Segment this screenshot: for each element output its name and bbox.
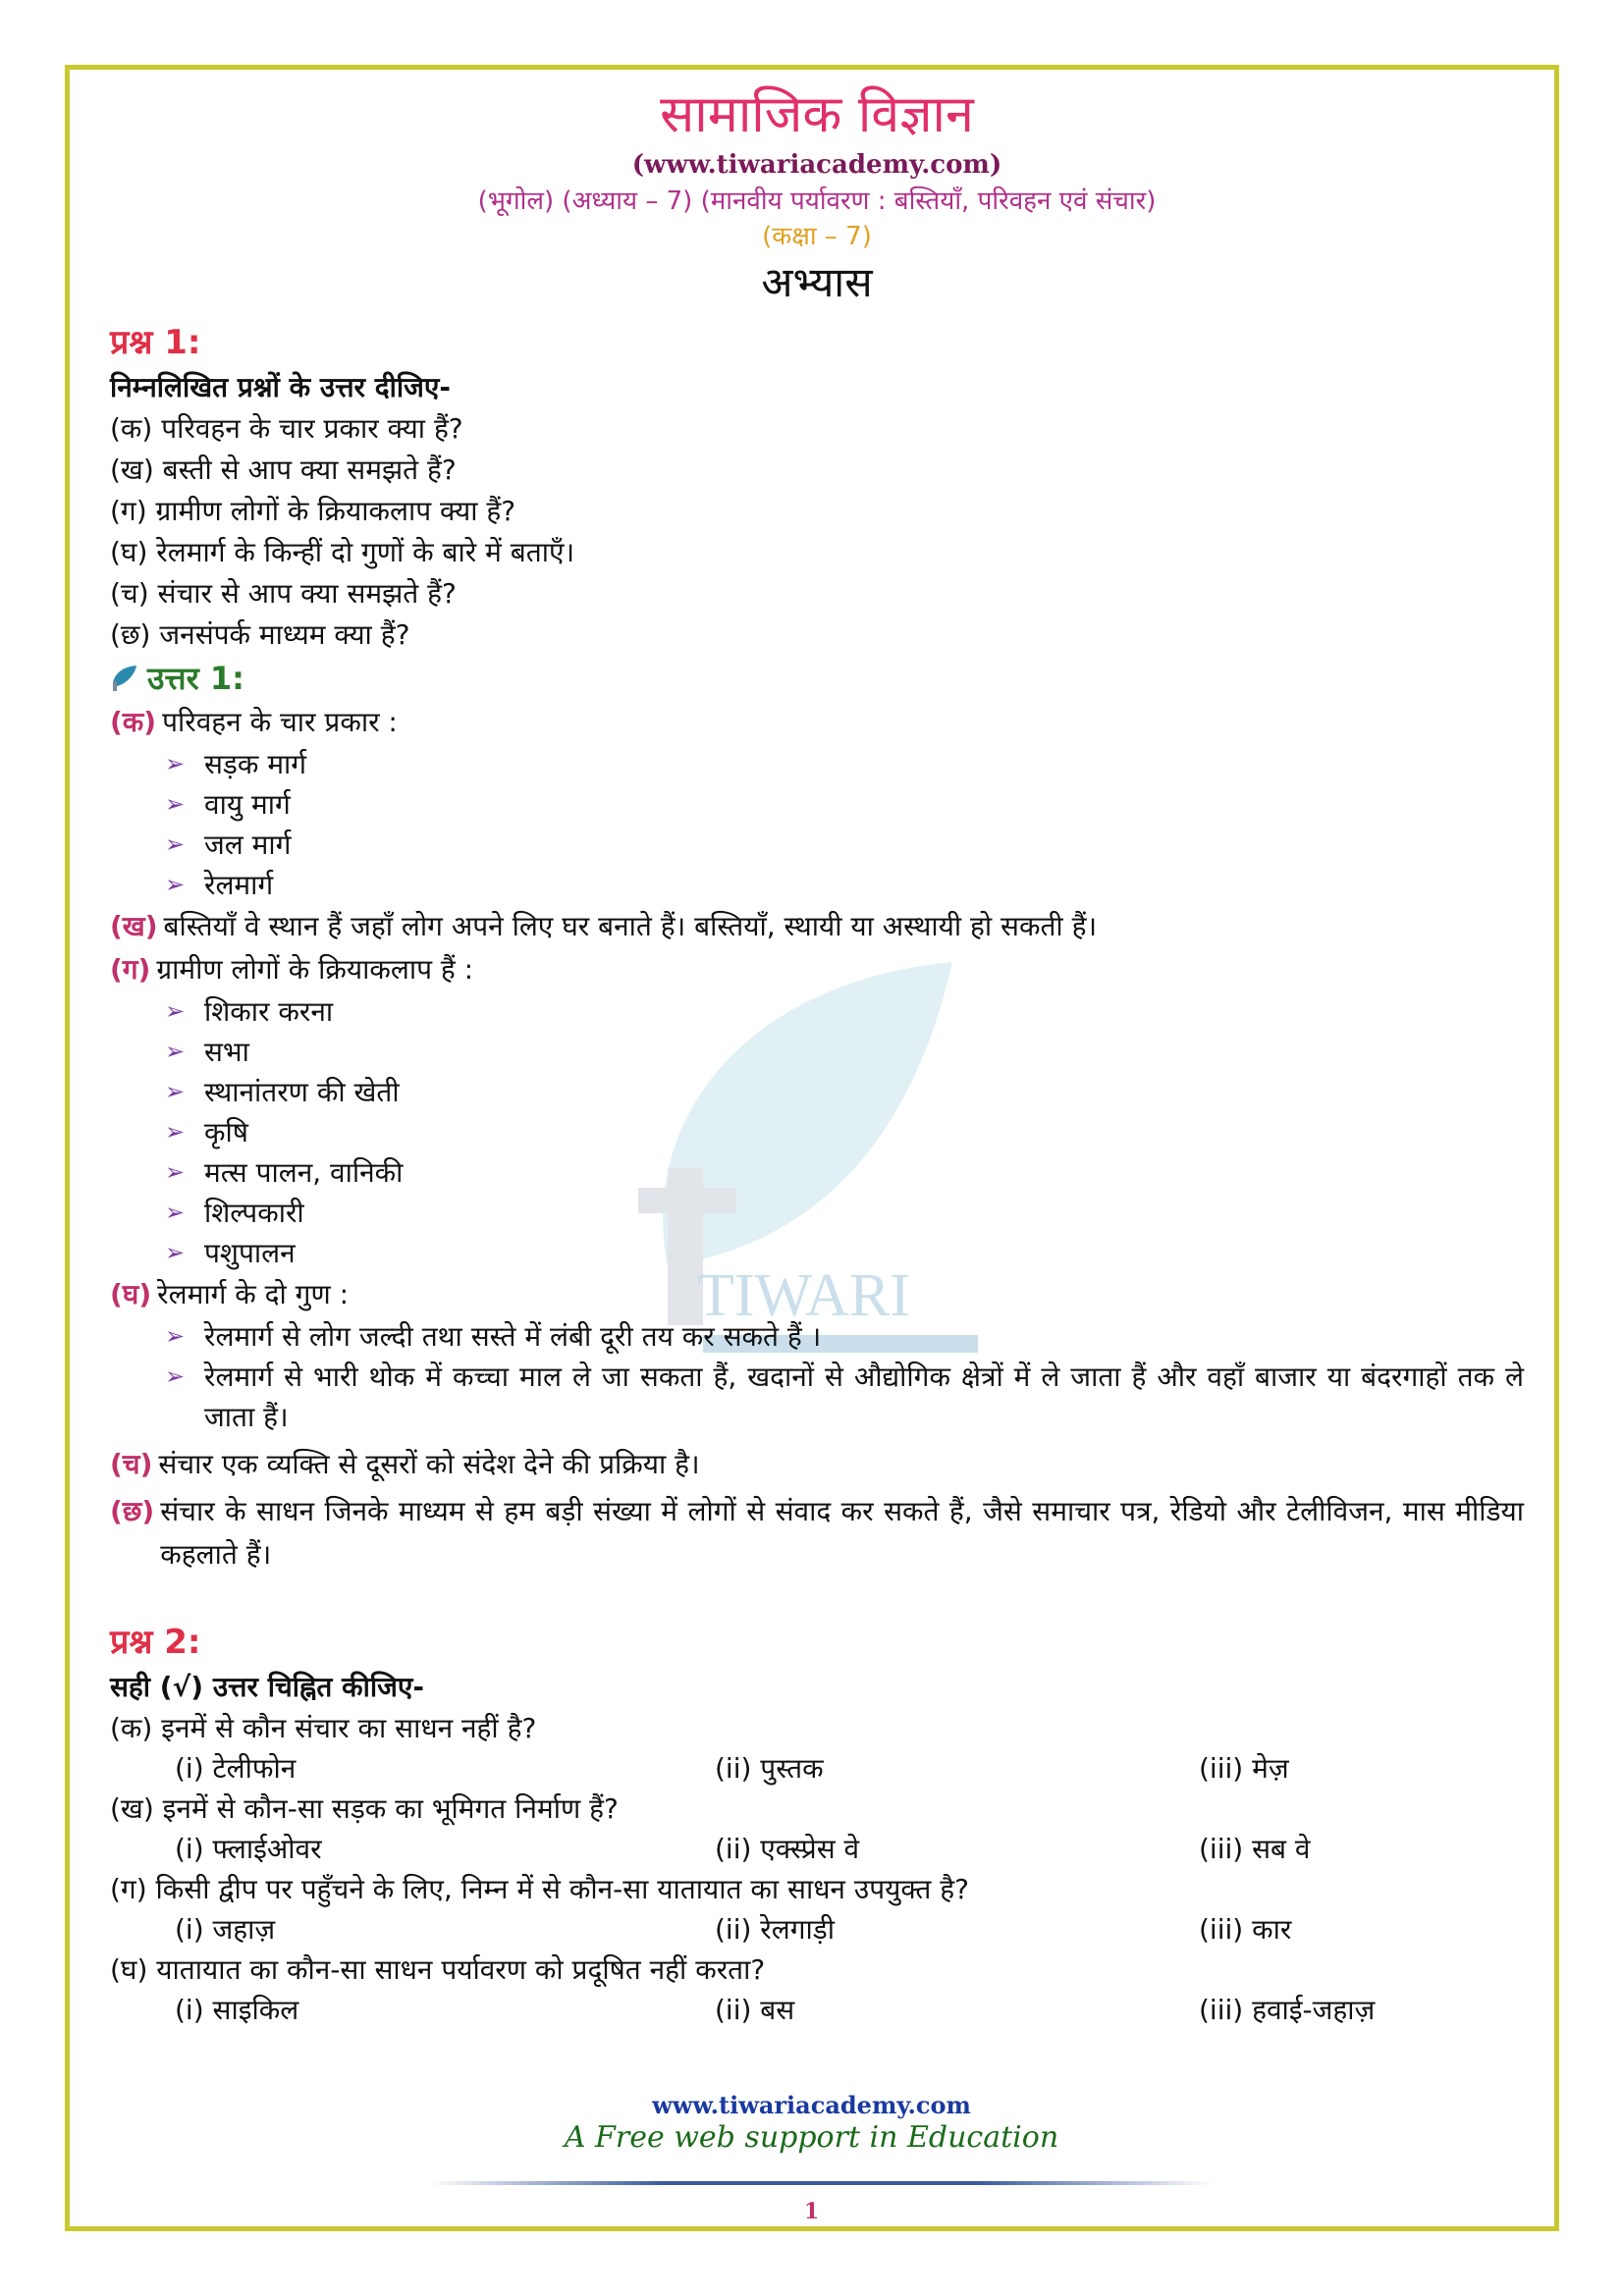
arrow-bullet-icon: ➢ bbox=[165, 1322, 186, 1350]
list-item bbox=[110, 1357, 1524, 1437]
footer-url-link[interactable]: www.tiwariacademy.com bbox=[652, 2091, 971, 2119]
list-item bbox=[110, 865, 1524, 905]
list-item bbox=[110, 991, 1524, 1032]
question-1-item: (घ) रेलमार्ग के किन्हीं दो गुणों के बारे में बताएँ। bbox=[110, 536, 575, 568]
answer-cha bbox=[110, 1443, 1524, 1486]
mcq-option: (i) टेलीफोन bbox=[175, 1752, 297, 1785]
arrow-bullet-icon: ➢ bbox=[165, 1362, 186, 1390]
footer-divider bbox=[428, 2181, 1214, 2185]
answer-text: बस्तियाँ वे स्थान हैं जहाँ लोग अपने लिए घर बनाते हैं। बस्तियाँ, स्थायी या अस्थायी हो सकती हैं। bbox=[163, 910, 1098, 942]
question-1-item: (ग) ग्रामीण लोगों के क्रियाकलाप क्या हैं? bbox=[110, 495, 516, 527]
mcq-option: (iii) कार bbox=[1199, 1913, 1292, 1946]
document-body bbox=[110, 82, 1524, 2030]
answer-1-heading-row bbox=[110, 656, 1524, 701]
class-line: (कक्षा – 7) bbox=[762, 222, 872, 251]
mcq-question: (ख) इनमें से कौन-सा सड़क का भूमिगत निर्माण हैं? bbox=[110, 1792, 619, 1825]
mcq-option: (i) फ्लाईओवर bbox=[175, 1833, 322, 1865]
mcq-options bbox=[110, 1991, 1524, 2030]
mcq-option: (i) साइकिल bbox=[175, 1994, 299, 2026]
page-title: सामाजिक विज्ञान bbox=[660, 85, 974, 144]
answer-marker: (च) bbox=[110, 1448, 153, 1480]
list-item-text: पशुपालन bbox=[204, 1237, 296, 1269]
list-item-text: सभा bbox=[204, 1036, 249, 1068]
list-item-text: कृषि bbox=[204, 1116, 248, 1148]
question-1-item: (ख) बस्ती से आप क्या समझते हैं? bbox=[110, 454, 457, 486]
question-1-item: (क) परिवहन के चार प्रकार क्या हैं? bbox=[110, 412, 463, 445]
list-item bbox=[110, 1072, 1524, 1112]
mcq-option: (i) जहाज़ bbox=[175, 1913, 276, 1946]
list-item bbox=[110, 1316, 1524, 1357]
arrow-bullet-icon: ➢ bbox=[165, 750, 186, 777]
mcq-option: (iii) हवाई-जहाज़ bbox=[1199, 1994, 1376, 2026]
page-number: 1 bbox=[803, 2199, 820, 2224]
mcq-options bbox=[110, 1749, 1524, 1789]
list-item bbox=[110, 1112, 1524, 1152]
list-item bbox=[110, 784, 1524, 825]
header-url: (www.tiwariacademy.com) bbox=[631, 150, 1002, 180]
arrow-bullet-icon: ➢ bbox=[165, 1199, 186, 1226]
answer-marker: (क) bbox=[110, 706, 157, 738]
arrow-bullet-icon: ➢ bbox=[165, 1118, 186, 1146]
answer-chha bbox=[110, 1490, 1524, 1576]
arrow-bullet-icon: ➢ bbox=[165, 1158, 186, 1186]
question-1-item: (च) संचार से आप क्या समझते हैं? bbox=[110, 577, 457, 610]
list-item bbox=[110, 1193, 1524, 1233]
arrow-bullet-icon: ➢ bbox=[165, 871, 186, 898]
question-1-instruction: निम्नलिखित प्रश्नों के उत्तर दीजिए- bbox=[110, 371, 451, 403]
answer-marker: (घ) bbox=[110, 1278, 152, 1310]
list-item-text: रेलमार्ग से लोग जल्दी तथा सस्ते में लंबी दूरी तय कर सकते हैं । bbox=[204, 1320, 822, 1353]
mcq-options bbox=[110, 1830, 1524, 1869]
answer-ka bbox=[110, 701, 1524, 744]
arrow-bullet-icon: ➢ bbox=[165, 1239, 186, 1266]
question-1-item: (छ) जनसंपर्क माध्यम क्या हैं? bbox=[110, 618, 410, 651]
list-item-text: शिकार करना bbox=[204, 995, 334, 1028]
answer-text: परिवहन के चार प्रकार : bbox=[162, 706, 398, 738]
question-2-instruction: सही (√) उत्तर चिह्नित कीजिए- bbox=[110, 1671, 425, 1703]
mcq-option: (ii) पुस्तक bbox=[715, 1752, 824, 1785]
arrow-bullet-icon: ➢ bbox=[165, 790, 186, 818]
list-item-text: मत्स पालन, वानिकी bbox=[204, 1156, 404, 1189]
mcq-option: (ii) बस bbox=[715, 1994, 795, 2026]
arrow-bullet-icon: ➢ bbox=[165, 1038, 186, 1065]
list-item-text: वायु मार्ग bbox=[204, 788, 291, 821]
watermark-text: TIWARI bbox=[697, 1262, 910, 1329]
list-item-text: शिल्पकारी bbox=[204, 1197, 304, 1229]
list-item-text: रेलमार्ग से भारी थोक में कच्चा माल ले जा सकता हैं, खदानों से औद्योगिक क्षेत्रों में ले जाता हैं और वहाँ बाजार या बंदरगाहों तक ले जाता हैं। bbox=[204, 1361, 1524, 1433]
footer-tagline: A Free web support in Education bbox=[564, 2120, 1059, 2155]
list-item-text: रेलमार्ग bbox=[204, 869, 274, 901]
answer-gha bbox=[110, 1273, 1524, 1316]
arrow-bullet-icon: ➢ bbox=[165, 997, 186, 1025]
list-item bbox=[110, 1032, 1524, 1072]
section-heading: अभ्यास bbox=[761, 258, 873, 306]
answer-text: संचार के साधन जिनके माध्यम से हम बड़ी संख्या में लोगों से संवाद कर सकते हैं, जैसे समाचार पत्र, रेडियो और टेलीविजन, मास मीडिया कहलाते हैं। bbox=[160, 1495, 1524, 1571]
mcq-question: (क) इनमें से कौन संचार का साधन नहीं है? bbox=[110, 1712, 537, 1744]
answer-1-heading: उत्तर 1: bbox=[147, 660, 244, 697]
mcq-question: (घ) यातायात का कौन-सा साधन पर्यावरण को प्रदूषित नहीं करता? bbox=[110, 1953, 766, 1986]
leaf-logo-icon bbox=[110, 664, 139, 693]
mcq-option: (ii) एक्स्प्रेस वे bbox=[715, 1833, 860, 1865]
list-item-text: जल मार्ग bbox=[204, 828, 292, 861]
mcq-question: (ग) किसी द्वीप पर पहुँचने के लिए, निम्न में से कौन-सा यातायात का साधन उपयुक्त है? bbox=[110, 1873, 969, 1905]
mcq-option: (iii) मेज़ bbox=[1199, 1752, 1289, 1785]
list-item bbox=[110, 744, 1524, 784]
chapter-line: (भूगोल) (अध्याय – 7) (मानवीय पर्यावरण : बस्तियाँ, परिवहन एवं संचार) bbox=[477, 187, 1157, 216]
arrow-bullet-icon: ➢ bbox=[165, 1078, 186, 1105]
mcq-options bbox=[110, 1910, 1524, 1949]
answer-kha bbox=[110, 905, 1524, 948]
answer-text: संचार एक व्यक्ति से दूसरों को संदेश देने की प्रक्रिया है। bbox=[158, 1448, 700, 1480]
list-item-text: सड़क मार्ग bbox=[204, 748, 307, 780]
answer-marker: (ग) bbox=[110, 953, 151, 986]
list-item bbox=[110, 1152, 1524, 1193]
list-item bbox=[110, 1233, 1524, 1273]
mcq-option: (ii) रेलगाड़ी bbox=[715, 1913, 835, 1946]
answer-marker: (छ) bbox=[110, 1495, 155, 1527]
answer-marker: (ख) bbox=[110, 910, 158, 942]
answer-text: ग्रामीण लोगों के क्रियाकलाप हैं : bbox=[156, 953, 474, 986]
question-2-heading: प्रश्न 2: bbox=[110, 1623, 201, 1662]
question-1-heading: प्रश्न 1: bbox=[110, 323, 201, 362]
arrow-bullet-icon: ➢ bbox=[165, 830, 186, 858]
list-item-text: स्थानांतरण की खेती bbox=[204, 1076, 400, 1108]
answer-ga bbox=[110, 948, 1524, 991]
list-item bbox=[110, 825, 1524, 865]
mcq-option: (iii) सब वे bbox=[1199, 1833, 1311, 1865]
answer-text: रेलमार्ग के दो गुण : bbox=[157, 1278, 350, 1310]
